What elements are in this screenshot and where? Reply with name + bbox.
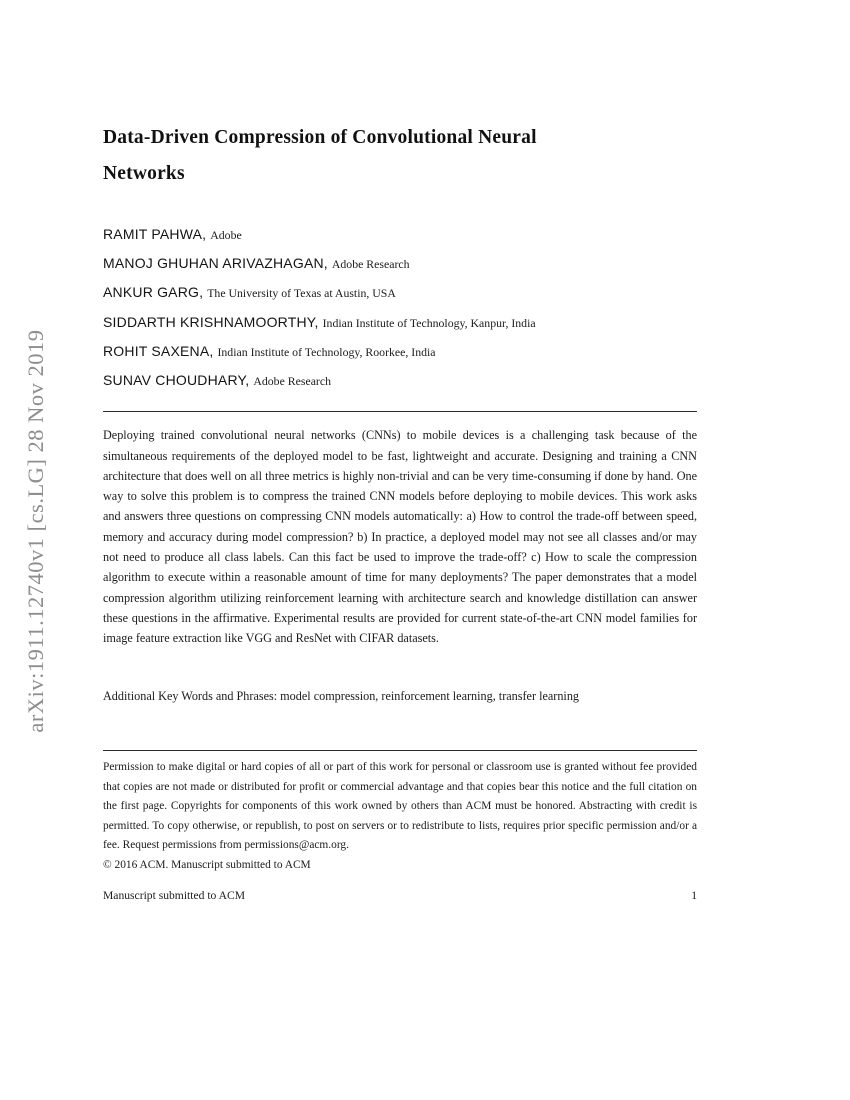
footer-note: Manuscript submitted to ACM (103, 888, 246, 902)
author-affiliation: Indian Institute of Technology, Roorkee, India (217, 344, 436, 359)
arxiv-watermark: arXiv:1911.12740v1 [cs.LG] 28 Nov 2019 (23, 329, 48, 733)
author-name: RAMIT PAHWA, (103, 226, 207, 242)
author-line (103, 278, 697, 307)
paper-content (103, 0, 697, 902)
author-name: SIDDARTH KRISHNAMOORTHY, (103, 313, 319, 330)
author-affiliation: The University of Texas at Austin, USA (207, 286, 396, 301)
author-affiliation: Adobe Research (331, 257, 410, 272)
author-affiliation: Adobe Research (253, 374, 331, 389)
author-line (103, 337, 697, 366)
author-block (103, 220, 697, 395)
author-line (103, 366, 697, 395)
author-name: ANKUR GARG, (103, 284, 204, 301)
page-number: 1 (691, 888, 697, 902)
author-line (103, 308, 697, 337)
paper-title-line1: Data-Driven Compression of Convolutional Neural (103, 127, 537, 148)
author-affiliation: Adobe (210, 228, 242, 242)
author-name: MANOJ GHUHAN ARIVAZHAGAN, (103, 255, 328, 272)
author-affiliation: Indian Institute of Technology, Kanpur, India (322, 315, 536, 330)
abstract-top-rule (103, 411, 697, 412)
permission-notice: Permission to make digital or hard copies of all or part of this work for personal or classroom use is granted without fee provided that copies are not made or distributed for profit or commercial advantage and that copies bear this notice and the full citation on the first page. Copyrights for components of this work owned by others than ACM must be honored. Abstracting with credit is permitted. To copy otherwise, or republish, to post on servers or to redistribute to lists, requires prior specific permission and/or a fee. Request permissions from permissions@acm.org. (103, 761, 697, 852)
copyright-line: © 2016 ACM. Manuscript submitted to ACM (103, 858, 311, 871)
keywords-line: Additional Key Words and Phrases: model compression, reinforcement learning, transfer learning (103, 689, 580, 704)
author-name: SUNAV CHOUDHARY, (103, 372, 250, 389)
footnote-rule (103, 750, 697, 751)
paper-title (103, 120, 697, 192)
author-name: ROHIT SAXENA, (103, 342, 214, 359)
paper-title-line2: Networks (103, 163, 185, 184)
page-footer (103, 889, 697, 902)
author-line (103, 220, 697, 249)
abstract-text: Deploying trained convolutional neural networks (CNNs) to mobile devices is a challenging task because of the simultaneous requirements of the deployed model to be fast, lightweight and accurate. Designing and training a CNN architecture that does well on all three metrics is highly non-trivial and can be very time-consuming if done by hand. One way to solve this problem is to compress the trained CNN models before deploying to mobile devices. This work asks and answers three questions on compressing CNN models automatically: a) How to control the trade-off between speed, memory and accuracy during model compression? b) In practice, a deployed model may not see all classes and/or may not need to produce all class labels. Can this fact be used to improve the trade-off? c) How to scale the compression algorithm to execute within a reasonable amount of time for many deployments? The paper demonstrates that a model compression algorithm utilizing reinforcement learning with architecture search and knowledge distillation can answer these questions in the affirmative. Experimental results are provided for current state-of-the-art CNN model families for image feature extraction like VGG and ResNet with CIFAR datasets. (103, 428, 697, 646)
author-line (103, 249, 697, 278)
